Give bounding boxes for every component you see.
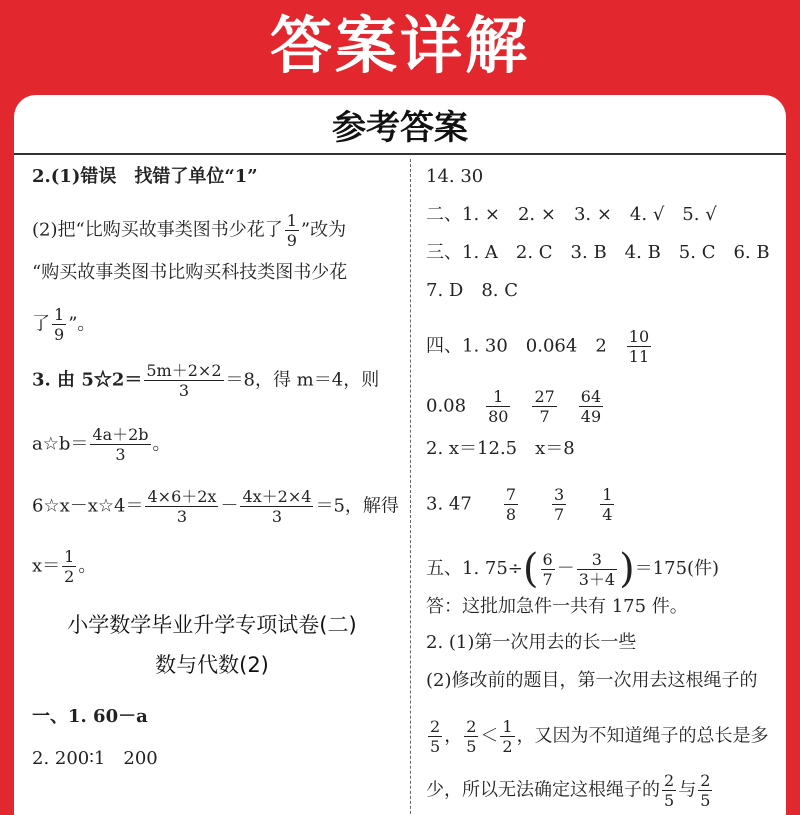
page-title: 参考答案 bbox=[332, 108, 468, 148]
r-part4-line2: 0.08 $\frac{1}{80}$ $\frac{27}{7}$ $\frac{64}{49}$ bbox=[426, 387, 602, 426]
fraction: $\frac{1}{4}$ bbox=[602, 485, 613, 524]
fraction: $\frac{5m+2\times 2}{3}$ bbox=[146, 361, 222, 400]
fraction: $\frac{4\times 6+2x}{3}$ bbox=[147, 487, 217, 526]
fraction: $\frac{1}{2}$ bbox=[64, 547, 75, 586]
q3-line1: 3. 由 5☆2＝ $\frac{5m+2\times 2}{3}$ ＝8，得 m＝4，则 bbox=[32, 361, 380, 400]
header-banner bbox=[0, 0, 800, 95]
fraction: $\frac{3}{3+4}$ bbox=[578, 549, 616, 589]
r-answer: 答：这批加急件一共有 175 件。 bbox=[426, 596, 688, 617]
r-q2-line2: (2)修改前的题目，第一次用去这根绳子的 bbox=[426, 670, 758, 691]
fraction: $\frac{64}{49}$ bbox=[580, 387, 602, 426]
fraction: $\frac{1}{2}$ bbox=[502, 717, 513, 756]
q2-line1: 2.(1)错误 找错了单位“1” bbox=[32, 166, 258, 187]
column-divider bbox=[410, 159, 411, 815]
section-subtitle: 数与代数(2) bbox=[155, 653, 269, 677]
fraction: $\frac{1}{80}$ bbox=[488, 387, 509, 426]
r-part4-line4: 3. 47 $\frac{7}{8}$ $\frac{3}{7}$ $\frac{1}{4}$ bbox=[426, 485, 613, 524]
r-part3b: 7. D 8. C bbox=[426, 280, 518, 301]
fraction: $\frac{2}{5}$ bbox=[466, 717, 477, 756]
fraction: $\frac{4x+2\times 4}{3}$ bbox=[242, 487, 312, 526]
fraction: $\frac{2}{5}$ bbox=[664, 771, 675, 810]
fraction: $\frac{7}{8}$ bbox=[505, 485, 516, 524]
q3-line3: 6☆x－x☆4＝ $\frac{4\times 6+2x}{3}$ － $\frac{4x+2\times 4}{3}$ ＝5，解得 bbox=[32, 487, 399, 526]
r-part4-line3: 2. x＝12.5 x＝8 bbox=[426, 438, 575, 459]
s-line2: 2. 200∶1 200 bbox=[32, 748, 158, 769]
fraction: $\frac{27}{7}$ bbox=[534, 387, 555, 426]
r-q2-line1: 2. (1)第一次用去的长一些 bbox=[426, 632, 637, 653]
fraction: $\frac{10}{11}$ bbox=[628, 327, 650, 366]
fraction: $\frac{2}{5}$ bbox=[430, 717, 441, 756]
fraction: $\frac{2}{5}$ bbox=[700, 771, 711, 810]
r-part3: 三、1. A 2. C 3. B 4. B 5. C 6. B bbox=[426, 242, 770, 263]
s-line1: 一、1. 60－a bbox=[32, 706, 148, 727]
answer-page bbox=[14, 95, 786, 815]
fraction: $\frac{1}{9}$ bbox=[54, 305, 65, 344]
banner-title: 答案详解 bbox=[269, 9, 530, 82]
q2-line4: 了 $\frac{1}{9}$ ”。 bbox=[32, 305, 96, 344]
fraction: $\frac{4a+2b}{3}$ bbox=[92, 425, 149, 464]
r-part5-line1: 五、1. 75÷( $\frac{6}{7}$ － $\frac{3}{3+4}$ )＝175(件) bbox=[426, 546, 720, 592]
r-q2-line3: $\frac{2}{5}$ ， $\frac{2}{5}$ ＜ $\frac{1}{2}$ ，又因为不知道绳子的总长是多 bbox=[430, 717, 769, 756]
r-part4-line1: 四、1. 30 0.064 2 $\frac{10}{11}$ bbox=[426, 327, 650, 366]
q2-line2: (2)把“比购买故事类图书少花了 $\frac{1}{9}$ ”改为 bbox=[32, 211, 347, 250]
r-q2-line4: 少，所以无法确定这根绳子的 $\frac{2}{5}$ 与 $\frac{2}{5}$ bbox=[426, 771, 711, 810]
q3-line4: x＝ $\frac{1}{2}$ 。 bbox=[32, 547, 97, 586]
fraction: $\frac{3}{7}$ bbox=[554, 485, 565, 524]
q3-line2: a☆b＝ $\frac{4a+2b}{3}$ 。 bbox=[32, 425, 171, 464]
fraction: $\frac{1}{9}$ bbox=[286, 211, 297, 250]
section-title: 小学数学毕业升学专项试卷(二) bbox=[67, 613, 357, 637]
fraction: $\frac{6}{7}$ bbox=[542, 549, 553, 589]
r-part2: 二、1. × 2. × 3. × 4. √ 5. √ bbox=[426, 204, 717, 225]
title-rule bbox=[14, 153, 786, 155]
r-line14: 14. 30 bbox=[426, 166, 484, 187]
q2-line3: “购买故事类图书比购买科技类图书少花 bbox=[32, 262, 348, 283]
